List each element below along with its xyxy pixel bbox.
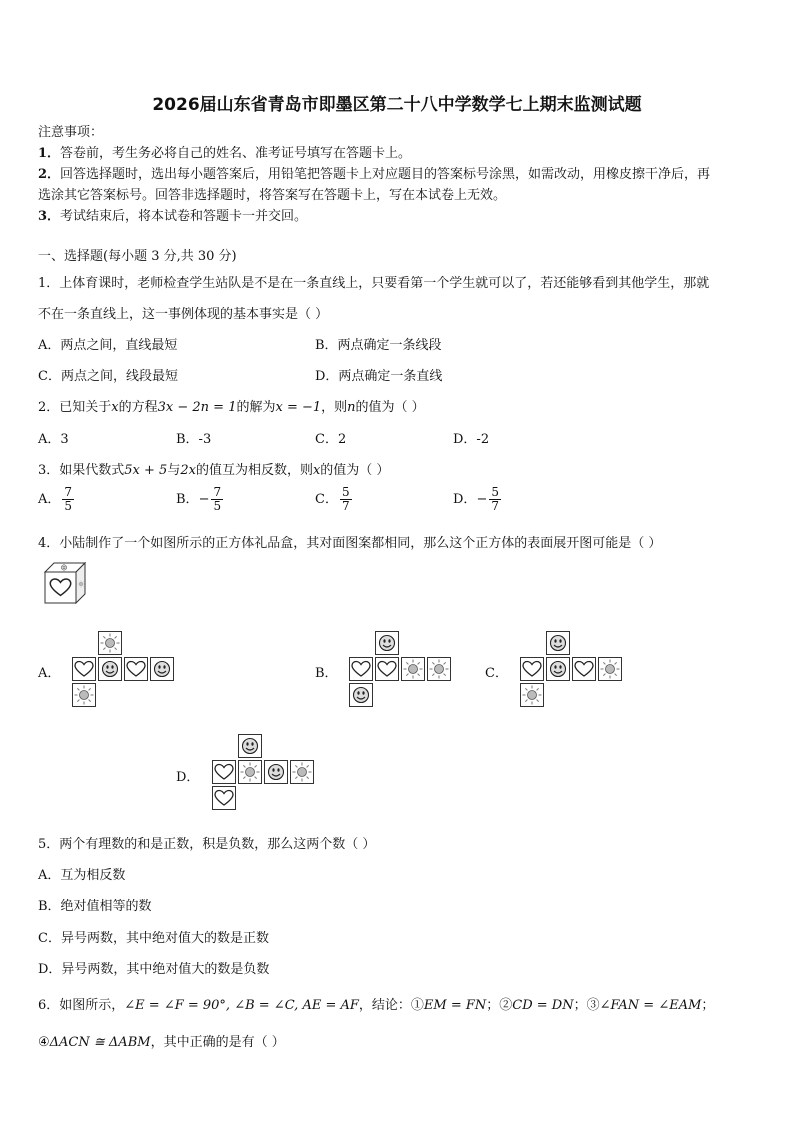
cube-figure [44, 562, 86, 604]
q3-option-d: D．− $\frac{5}{7}$ [453, 485, 499, 513]
q4-option-a: A． [38, 666, 61, 681]
q2-option-d: D．-2 [453, 432, 490, 447]
net-face [427, 657, 451, 681]
net-face [238, 760, 262, 784]
q5-option-a: A．互为相反数 [38, 868, 126, 883]
net-face [290, 760, 314, 784]
q6-stem-line2: ④ΔACN ≅ ΔABM，其中正确的是有（ ） [38, 1035, 285, 1050]
q5-option-d: D．异号两数，其中绝对值大的数是负数 [38, 962, 270, 977]
net-face [598, 657, 622, 681]
q3-option-a: A． $\frac{7}{5}$ [38, 485, 73, 513]
smiley-icon [376, 632, 398, 654]
q1-option-d: D．两点确定一条直线 [315, 369, 443, 384]
sun-icon [78, 581, 85, 588]
net-face [72, 683, 96, 707]
sun-icon [521, 684, 543, 706]
net-face [349, 657, 373, 681]
net-face [98, 657, 122, 681]
heart-icon [125, 658, 147, 680]
net-face [72, 657, 96, 681]
heart-icon [350, 658, 372, 680]
smiley-icon [99, 658, 121, 680]
net-face [212, 786, 236, 810]
page-title: 2026届山东省青岛市即墨区第二十八中学数学七上期末监测试题 [152, 95, 642, 115]
section-heading: 一、选择题(每小题 3 分,共 30 分) [38, 249, 237, 264]
smiley-icon [547, 658, 569, 680]
smiley-icon [547, 632, 569, 654]
q3-option-c: C． $\frac{5}{7}$ [315, 485, 350, 513]
q1-stem-line2: 不在一条直线上，这一事例体现的基本事实是（ ） [38, 307, 329, 322]
heart-icon [213, 761, 235, 783]
notice-item-2-cont: 选涂其它答案标号。回答非选择题时，将答案写在答题卡上，写在本试卷上无效。 [38, 188, 507, 203]
net-face [98, 631, 122, 655]
smiley-icon [239, 735, 261, 757]
q3-stem: 3．如果代数式5x + 5与2x的值互为相反数，则x的值为（ ） [38, 463, 390, 478]
heart-icon [213, 787, 235, 809]
net-face [401, 657, 425, 681]
net-face [572, 657, 596, 681]
net-face [546, 657, 570, 681]
notice-item-3: 3．考试结束后，将本试卷和答题卡一并交回。 [38, 209, 308, 224]
notice-item-2: 2．回答选择题时，选出每小题答案后，用铅笔把答题卡上对应题目的答案标号涂黑，如需改动，用橡皮擦干净后，再 [38, 167, 711, 182]
q1-stem-line1: 1．上体育课时，老师检查学生站队是不是在一条直线上，只要看第一个学生就可以了，若还能够看到其他学生，那就 [38, 276, 710, 291]
net-face [264, 760, 288, 784]
net-face [212, 760, 236, 784]
net-face [124, 657, 148, 681]
heart-icon [376, 658, 398, 680]
q6-stem-line1: 6．如图所示，∠E = ∠F = 90°, ∠B = ∠C, AE = AF，结论：①EM = FN；②CD = DN；③∠FAN = ∠EAM； [38, 998, 715, 1013]
q1-option-b: B．两点确定一条线段 [315, 338, 442, 353]
q2-option-a: A．3 [38, 432, 69, 447]
q5-option-c: C．异号两数，其中绝对值大的数是正数 [38, 931, 269, 946]
net-face [349, 683, 373, 707]
q4-option-d: D． [176, 770, 200, 785]
sun-icon [239, 761, 261, 783]
q4-stem: 4．小陆制作了一个如图所示的正方体礼品盒，其对面图案都相同，那么这个正方体的表面展开图可能是（ ） [38, 536, 662, 551]
net-face [375, 631, 399, 655]
net-face [546, 631, 570, 655]
q2-option-c: C．2 [315, 432, 347, 447]
net-face [375, 657, 399, 681]
smiley-icon [350, 684, 372, 706]
smiley-icon [265, 761, 287, 783]
net-face [150, 657, 174, 681]
heart-icon [573, 658, 595, 680]
q2-stem: 2．已知关于x的方程3x − 2n = 1的解为x = −1，则n的值为（ ） [38, 400, 425, 415]
smiley-icon [151, 658, 173, 680]
net-face [238, 734, 262, 758]
heart-icon [73, 658, 95, 680]
sun-icon [73, 684, 95, 706]
sun-icon [428, 658, 450, 680]
smiley-icon [61, 565, 66, 570]
notice-heading: 注意事项： [38, 125, 104, 140]
net-face [520, 683, 544, 707]
sun-icon [99, 632, 121, 654]
q5-option-b: B．绝对值相等的数 [38, 899, 152, 914]
q3-option-b: B．− $\frac{7}{5}$ [176, 485, 222, 513]
q5-stem: 5．两个有理数的和是正数，积是负数，那么这两个数（ ） [38, 837, 376, 852]
heart-icon [521, 658, 543, 680]
sun-icon [291, 761, 313, 783]
sun-icon [402, 658, 424, 680]
q2-option-b: B．-3 [176, 432, 212, 447]
sun-icon [599, 658, 621, 680]
q1-option-a: A．两点之间，直线最短 [38, 338, 178, 353]
q4-option-c: C． [485, 666, 508, 681]
notice-item-1: 1．答卷前，考生务必将自己的姓名、准考证号填写在答题卡上。 [38, 146, 412, 161]
q1-option-c: C．两点之间，线段最短 [38, 369, 178, 384]
net-face [520, 657, 544, 681]
q4-option-b: B． [315, 666, 338, 681]
